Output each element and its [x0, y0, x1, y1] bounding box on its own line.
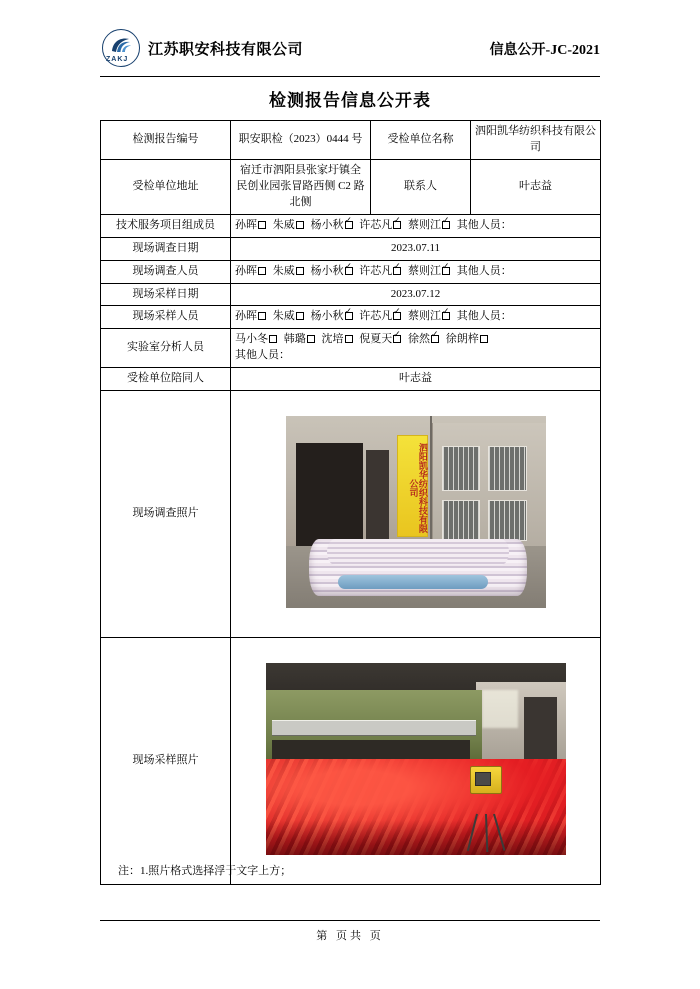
contact-value: 叶志益: [471, 159, 601, 214]
accompany-label: 受检单位陪同人: [101, 368, 231, 391]
checkbox-checked[interactable]: [345, 312, 353, 320]
logo-swirl-icon: [109, 35, 133, 55]
table-row: [101, 237, 601, 260]
checkbox-unchecked[interactable]: [480, 335, 488, 343]
sample-photo-cell: [231, 638, 601, 885]
member-item: 朱威: [273, 265, 304, 277]
checkbox-unchecked[interactable]: [296, 312, 304, 320]
table-row: [101, 214, 601, 237]
member-item: 许芯凡 ✓: [359, 219, 401, 231]
checkbox-checked[interactable]: [393, 312, 401, 320]
member-item: 杨小秋 ✓: [311, 265, 353, 277]
page-title: 检测报告信息公开表: [269, 91, 431, 110]
checkbox-unchecked[interactable]: [296, 221, 304, 229]
sampling-instrument: [470, 766, 502, 794]
page-number: 第 页共 页: [316, 930, 384, 942]
sample-photo-label: 现场采样照片: [101, 638, 231, 885]
page-header: [100, 28, 600, 76]
member-item: 朱威: [273, 310, 304, 322]
table-row: [101, 260, 601, 283]
checkbox-unchecked[interactable]: [307, 335, 315, 343]
survey-photo-cell: [231, 391, 601, 638]
client-name-value: 泗阳凯华纺织科技有限公司: [471, 121, 601, 160]
company-name: 江苏职安科技有限公司: [148, 42, 304, 58]
sample-photo: [265, 662, 567, 856]
table-row: [101, 159, 601, 214]
checkbox-unchecked[interactable]: [258, 312, 266, 320]
survey-date-label: 现场调查日期: [101, 237, 231, 260]
others-label: 其他人员：: [456, 310, 512, 323]
member-item: 杨小秋 ✓: [311, 219, 353, 231]
footnote: 注：1.照片格式选择浮于文字上方；: [118, 865, 292, 877]
lab-staff-label: 实验室分析人员: [101, 329, 231, 368]
checkbox-checked[interactable]: [345, 221, 353, 229]
checkbox-unchecked[interactable]: [269, 335, 277, 343]
table-row: [101, 306, 601, 329]
sample-photo-image: [266, 663, 566, 855]
company-logo: [100, 28, 144, 70]
report-no-value: 职安职检（2023）0444 号: [231, 121, 371, 160]
sample-staff-label: 现场采样人员: [101, 306, 231, 329]
survey-photo: [285, 415, 547, 609]
member-item: 蔡则江 ✓: [408, 310, 450, 322]
team-label: 技术服务项目组成员: [101, 214, 231, 237]
member-item: 韩璐: [284, 333, 315, 345]
sample-date-label: 现场采样日期: [101, 283, 231, 306]
others-label: 其他人员：: [456, 264, 512, 277]
logo-text: ZAKJ: [106, 56, 129, 63]
table-row-sample-photo: [101, 638, 601, 885]
others-label: 其他人员：: [456, 218, 512, 231]
survey-photo-label: 现场调查照片: [101, 391, 231, 638]
sample-staff-cell: [231, 306, 601, 329]
checkbox-checked[interactable]: [442, 221, 450, 229]
table-row: [101, 368, 601, 391]
footer-divider: [100, 920, 600, 921]
table-row-survey-photo: [101, 391, 601, 638]
checkbox-checked[interactable]: [431, 335, 439, 343]
client-addr-value: 宿迁市泗阳县张家圩镇全民创业园张冒路西侧 C2 路北侧: [231, 159, 371, 214]
table-row: [101, 329, 601, 368]
tripod: [470, 814, 500, 854]
sample-date-value: 2023.07.12: [231, 283, 601, 306]
member-item: 徐然 ✓: [408, 333, 439, 345]
info-table: [100, 120, 601, 885]
banner-text: 泗阳凯华纺织科技有限公司: [408, 442, 428, 533]
checkbox-unchecked[interactable]: [296, 267, 304, 275]
document-code: 信息公开-JC-2021: [489, 43, 600, 58]
lab-staff-cell: [231, 329, 601, 368]
member-item: 蔡则江 ✓: [408, 219, 450, 231]
member-item: 孙晖: [235, 265, 266, 277]
survey-staff-cell: [231, 260, 601, 283]
checkbox-checked[interactable]: [393, 335, 401, 343]
checkbox-checked[interactable]: [345, 267, 353, 275]
member-item: 许芯凡 ✓: [359, 265, 401, 277]
client-addr-label: 受检单位地址: [101, 159, 231, 214]
checkbox-checked[interactable]: [442, 267, 450, 275]
member-item: 许芯凡 ✓: [359, 310, 401, 322]
checkbox-checked[interactable]: [393, 267, 401, 275]
report-no-label: 检测报告编号: [101, 121, 231, 160]
table-row: [101, 283, 601, 306]
member-item: 倪夏天 ✓: [359, 333, 401, 345]
contact-label: 联系人: [371, 159, 471, 214]
checkbox-unchecked[interactable]: [258, 221, 266, 229]
member-item: 孙晖: [235, 310, 266, 322]
survey-staff-label: 现场调查人员: [101, 260, 231, 283]
client-name-label: 受检单位名称: [371, 121, 471, 160]
checkbox-checked[interactable]: [393, 221, 401, 229]
accompany-value: 叶志益: [231, 368, 601, 391]
checkbox-checked[interactable]: [442, 312, 450, 320]
checkbox-unchecked[interactable]: [258, 267, 266, 275]
lab-others-label: 其他人员：: [235, 349, 290, 362]
member-item: 孙晖: [235, 219, 266, 231]
member-item: 蔡则江 ✓: [408, 265, 450, 277]
table-row: [101, 121, 601, 160]
member-item: 朱威: [273, 219, 304, 231]
survey-date-value: 2023.07.11: [231, 237, 601, 260]
team-members-cell: [231, 214, 601, 237]
header-divider: [100, 76, 600, 77]
banner-sign: [397, 435, 428, 537]
member-item: 杨小秋 ✓: [311, 310, 353, 322]
checkbox-unchecked[interactable]: [345, 335, 353, 343]
member-item: 沈培: [322, 333, 353, 345]
member-item: 徐朗梓: [446, 333, 488, 345]
survey-photo-image: [286, 416, 546, 608]
member-item: 马小冬: [235, 333, 277, 345]
